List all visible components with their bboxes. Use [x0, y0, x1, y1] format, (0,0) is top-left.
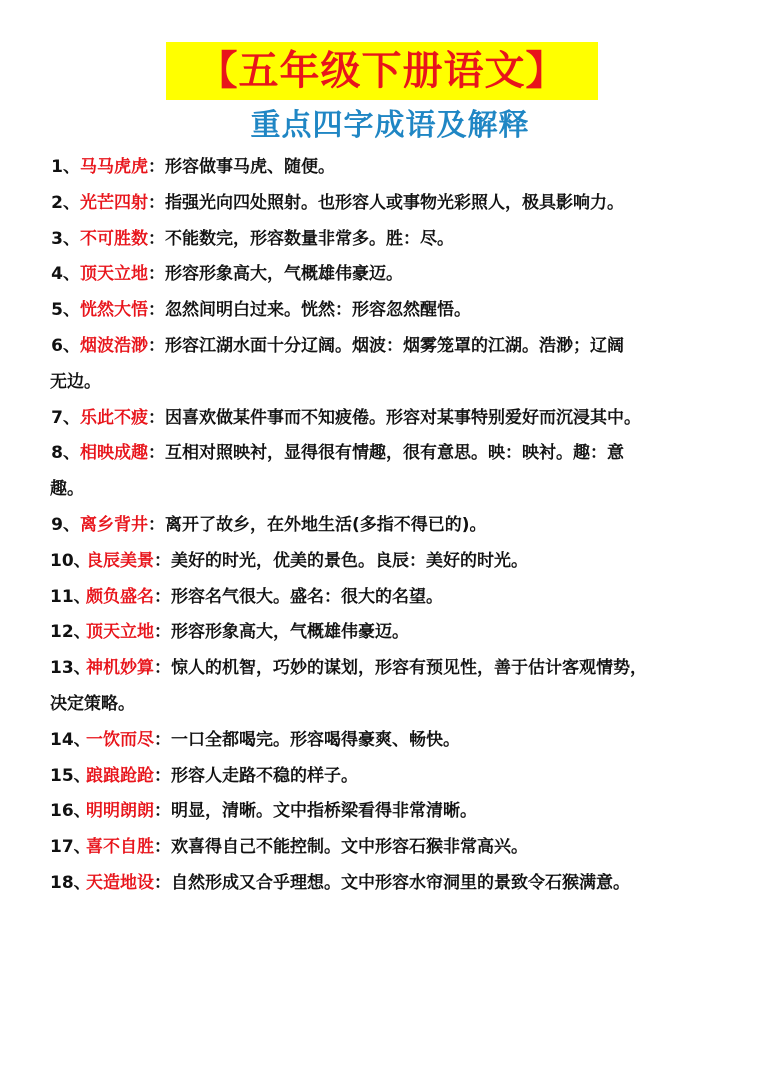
idiom-entry-13 [50, 651, 740, 723]
entry-colon: ： [154, 765, 171, 786]
entry-number: 18、 [50, 872, 91, 893]
entry-number: 1、 [51, 157, 80, 177]
title-banner [166, 42, 598, 100]
idiom-definition: 明显，清晰。文中指桥梁看得非常清晰。 [171, 801, 477, 822]
entry-colon: ： [154, 837, 171, 858]
idiom-definition-continued: 决定策略。 [50, 693, 135, 714]
entry-number: 9、 [51, 514, 80, 535]
idiom-term: 踉踉跄跄 [86, 765, 154, 786]
page-subtitle: 重点四字成语及解释 [250, 108, 530, 143]
entry-colon: ： [148, 228, 165, 249]
idiom-term: 神机妙算 [86, 658, 154, 679]
entry-number: 11、 [50, 586, 91, 607]
idiom-term: 良辰美景 [86, 550, 154, 571]
idiom-term: 顶天立地 [80, 264, 148, 285]
idiom-term: 一饮而尽 [86, 729, 154, 750]
idiom-term: 烟波浩渺 [80, 335, 148, 356]
idiom-definition: 自然形成又合乎理想。文中形容水帘洞里的景致令石猴满意。 [171, 872, 630, 893]
entry-colon: ： [148, 407, 165, 428]
idiom-term: 喜不自胜 [86, 837, 154, 858]
entry-number: 2、 [51, 192, 80, 213]
idiom-definition: 不能数完，形容数量非常多。胜：尽。 [165, 228, 454, 249]
idiom-term: 乐此不疲 [80, 407, 148, 428]
idiom-entry-18 [50, 866, 740, 902]
idiom-term: 天造地设 [86, 872, 154, 893]
entry-colon: ： [148, 443, 165, 464]
entry-number: 5、 [51, 300, 80, 321]
idiom-definition: 形容名气很大。盛名：很大的名望。 [171, 586, 443, 607]
idiom-entry-14 [50, 723, 740, 759]
entry-colon: ： [148, 157, 165, 177]
entry-colon: ： [154, 586, 171, 607]
idiom-term: 相映成趣 [80, 443, 148, 464]
entry-colon: ： [148, 335, 165, 356]
idiom-term: 光芒四射 [80, 192, 148, 213]
idiom-list [50, 150, 740, 902]
idiom-term: 恍然大悟 [80, 300, 148, 321]
entry-number: 8、 [51, 443, 80, 464]
entry-colon: ： [148, 192, 165, 213]
idiom-entry-1 [50, 150, 740, 186]
idiom-entry-3 [50, 222, 740, 258]
idiom-entry-6 [50, 329, 740, 401]
idiom-definition: 形容做事马虎、随便。 [165, 157, 335, 177]
idiom-definition: 形容形象高大，气概雄伟豪迈。 [171, 622, 409, 643]
idiom-definition: 忽然间明白过来。恍然：形容忽然醒悟。 [165, 300, 471, 321]
entry-colon: ： [154, 658, 171, 679]
idiom-entry-7 [50, 401, 740, 437]
idiom-definition: 互相对照映衬，显得很有情趣，很有意思。映：映衬。趣：意 [165, 443, 624, 464]
idiom-definition: 因喜欢做某件事而不知疲倦。形容对某事特别爱好而沉浸其中。 [165, 407, 641, 428]
idiom-term: 顶天立地 [86, 622, 154, 643]
idiom-entry-9 [50, 508, 740, 544]
entry-colon: ： [148, 300, 165, 321]
entry-number: 3、 [51, 228, 80, 249]
idiom-entry-16 [50, 794, 740, 830]
idiom-definition: 欢喜得自己不能控制。文中形容石猴非常高兴。 [171, 837, 528, 858]
entry-colon: ： [154, 622, 171, 643]
entry-colon: ： [148, 264, 165, 285]
idiom-entry-17 [50, 830, 740, 866]
entry-colon: ： [154, 872, 171, 893]
entry-number: 6、 [51, 335, 80, 356]
idiom-term: 不可胜数 [80, 228, 148, 249]
idiom-entry-2 [50, 186, 740, 222]
idiom-entry-4 [50, 257, 740, 293]
idiom-entry-5 [50, 293, 740, 329]
idiom-term: 明明朗朗 [86, 801, 154, 822]
idiom-term: 颇负盛名 [86, 586, 154, 607]
idiom-term: 马马虎虎 [80, 157, 148, 177]
entry-number: 12、 [50, 622, 91, 643]
idiom-definition: 一口全都喝完。形容喝得豪爽、畅快。 [171, 729, 460, 750]
idiom-definition-continued: 无边。 [50, 371, 101, 392]
idiom-definition: 形容形象高大，气概雄伟豪迈。 [165, 264, 403, 285]
entry-number: 7、 [51, 407, 80, 428]
idiom-entry-12 [50, 615, 740, 651]
idiom-definition: 惊人的机智，巧妙的谋划，形容有预见性，善于估计客观情势， [171, 658, 647, 679]
idiom-definition: 离开了故乡，在外地生活(多指不得已的)。 [165, 514, 487, 535]
idiom-entry-15 [50, 759, 740, 795]
entry-number: 15、 [50, 765, 91, 786]
idiom-entry-8 [50, 436, 740, 508]
idiom-entry-11 [50, 580, 740, 616]
idiom-definition: 形容人走路不稳的样子。 [171, 765, 358, 786]
idiom-definition: 指强光向四处照射。也形容人或事物光彩照人，极具影响力。 [165, 192, 624, 213]
page-title: 【五年级下册语文】 [197, 48, 567, 94]
idiom-term: 离乡背井 [80, 514, 148, 535]
entry-number: 13、 [50, 658, 91, 679]
idiom-definition: 形容江湖水面十分辽阔。烟波：烟雾笼罩的江湖。浩渺；辽阔 [165, 335, 624, 356]
entry-number: 10、 [50, 550, 91, 571]
entry-number: 4、 [51, 264, 80, 285]
entry-number: 14、 [50, 729, 91, 750]
entry-colon: ： [154, 801, 171, 822]
entry-colon: ： [154, 729, 171, 750]
entry-number: 17、 [50, 837, 91, 858]
idiom-definition-continued: 趣。 [50, 479, 84, 500]
idiom-definition: 美好的时光，优美的景色。良辰：美好的时光。 [171, 550, 528, 571]
idiom-entry-10 [50, 544, 740, 580]
entry-colon: ： [148, 514, 165, 535]
entry-number: 16、 [50, 801, 91, 822]
entry-colon: ： [154, 550, 171, 571]
